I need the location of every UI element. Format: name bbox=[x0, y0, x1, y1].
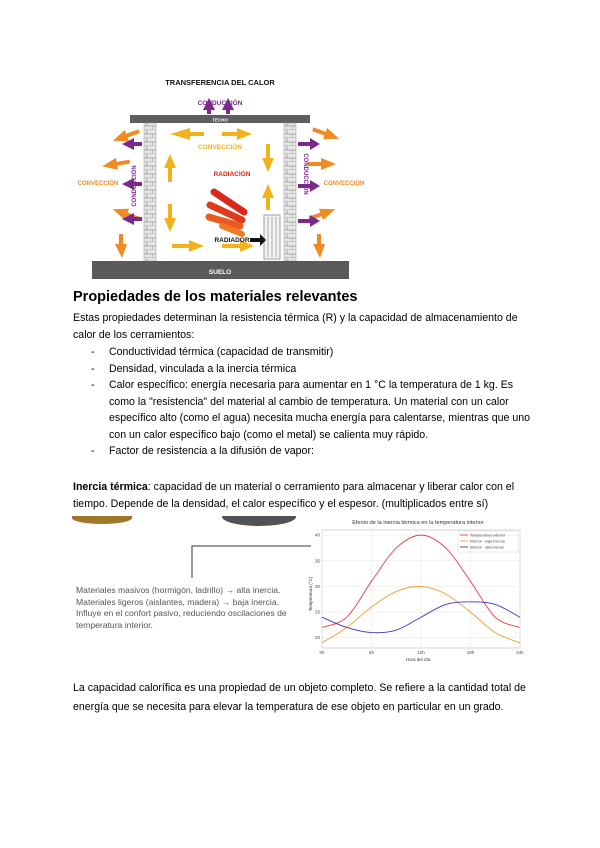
chart-ylabel: Temperatura (°C) bbox=[308, 576, 313, 612]
properties-list bbox=[88, 344, 538, 460]
label-conduccion-top: CONDUCCIÓN bbox=[197, 100, 243, 107]
intro-paragraph: Estas propiedades determinan la resistencia térmica (R) y la capacidad de almacenamiento de calor de los cerramientos: bbox=[73, 312, 518, 341]
connector-line bbox=[180, 540, 312, 580]
right-wall bbox=[284, 123, 296, 261]
label-conduccion-right: CONDUCCIÓN bbox=[302, 153, 308, 195]
chart-x-tick-label: 12h bbox=[417, 650, 425, 655]
chart-x-tick-label: 24h bbox=[516, 650, 524, 655]
label-radiador: RADIADOR bbox=[214, 237, 250, 244]
list-item: - Factor de resistencia a la difusión de vapor: bbox=[88, 443, 538, 460]
label-techo: TECHO bbox=[212, 117, 228, 123]
material-swatch-dark bbox=[222, 516, 296, 526]
inercia-text: : capacidad de un material o cerramiento para almacenar y liberar calor con el tiempo. Depende de la densidad, el calor específico y el espesor. (multiplicados entre sí) bbox=[73, 481, 515, 510]
chart-legend-label: Temperatura exterior bbox=[470, 533, 506, 538]
label-suelo: SUELO bbox=[208, 269, 232, 276]
inertia-caption bbox=[76, 585, 291, 631]
diagram-title: TRANSFERENCIA DEL CALOR bbox=[165, 78, 275, 87]
chart-title: Efecto de la inercia térmica en la temperatura interior bbox=[352, 520, 484, 526]
caption-line: Materiales masivos (hormigón, ladrillo) → alta inercia. bbox=[76, 585, 281, 595]
chart-xlabel: Hora del día bbox=[405, 657, 431, 662]
list-item: - Conductividad térmica (capacidad de transmitir) bbox=[88, 344, 538, 361]
chart-y-tick-label: 20 bbox=[314, 635, 320, 641]
label-radiacion: RADIACIÓN bbox=[213, 171, 251, 178]
chart-x-tick-label: 18h bbox=[466, 650, 475, 655]
heat-transfer-diagram bbox=[72, 74, 369, 281]
caption-line: Materiales ligeros (aislantes, madera) → baja inercia. bbox=[76, 596, 279, 607]
section-title: Propiedades de los materiales relevantes bbox=[73, 289, 358, 305]
label-conduccion-left: CONDUCCIÓN bbox=[132, 165, 138, 207]
inercia-paragraph bbox=[73, 479, 533, 512]
chart-x-tick-label: 6h bbox=[368, 650, 375, 655]
inercia-term: Inercia térmica bbox=[73, 481, 148, 493]
caption-line: Influye en el confort pasivo, reduciendo oscilaciones de bbox=[76, 608, 287, 618]
list-item: - Calor específico: energía necesaria para aumentar en 1 °C la temperatura de 1 kg. Es como la "resistencia" del material al cambio de temperatura. Un material con un calor específico alto (como el agua) necesita mucha energía para calentarse, mientras que uno con un calor específico bajo (como el metal) se calienta muy rápido. bbox=[88, 377, 538, 443]
radiator-icon bbox=[264, 215, 280, 259]
list-item: - Densidad, vinculada a la inercia térmica bbox=[88, 361, 538, 378]
chart-legend-label: Interior - baja inercia bbox=[470, 539, 505, 544]
left-wall bbox=[144, 123, 156, 261]
closing-paragraph: La capacidad calorífica es una propiedad de un objeto completo. Se refiere a la cantidad total de energía que se necesita para elevar la temperatura de ese objeto en particular en un grado. bbox=[73, 682, 526, 713]
material-swatch-warm bbox=[72, 516, 132, 524]
chart-y-tick-label: 30 bbox=[314, 583, 320, 589]
chart-x-tick-label: 0h bbox=[319, 650, 325, 655]
chart-legend-label: Interior - alta inercia bbox=[470, 545, 504, 550]
chart-y-tick-label: 40 bbox=[314, 532, 320, 538]
inertia-chart-svg bbox=[306, 514, 526, 664]
label-conveccion-right: CONVECCIÓN bbox=[323, 181, 365, 187]
chart-y-tick-label: 25 bbox=[314, 609, 320, 615]
label-conveccion-left: CONVECCIÓN bbox=[77, 181, 119, 187]
label-conveccion-inner: CONVECCIÓN bbox=[197, 144, 243, 151]
heat-transfer-illustration bbox=[72, 74, 369, 281]
chart-y-tick-label: 35 bbox=[314, 558, 320, 564]
caption-line: temperatura interior. bbox=[76, 619, 153, 630]
inertia-chart bbox=[306, 514, 526, 664]
